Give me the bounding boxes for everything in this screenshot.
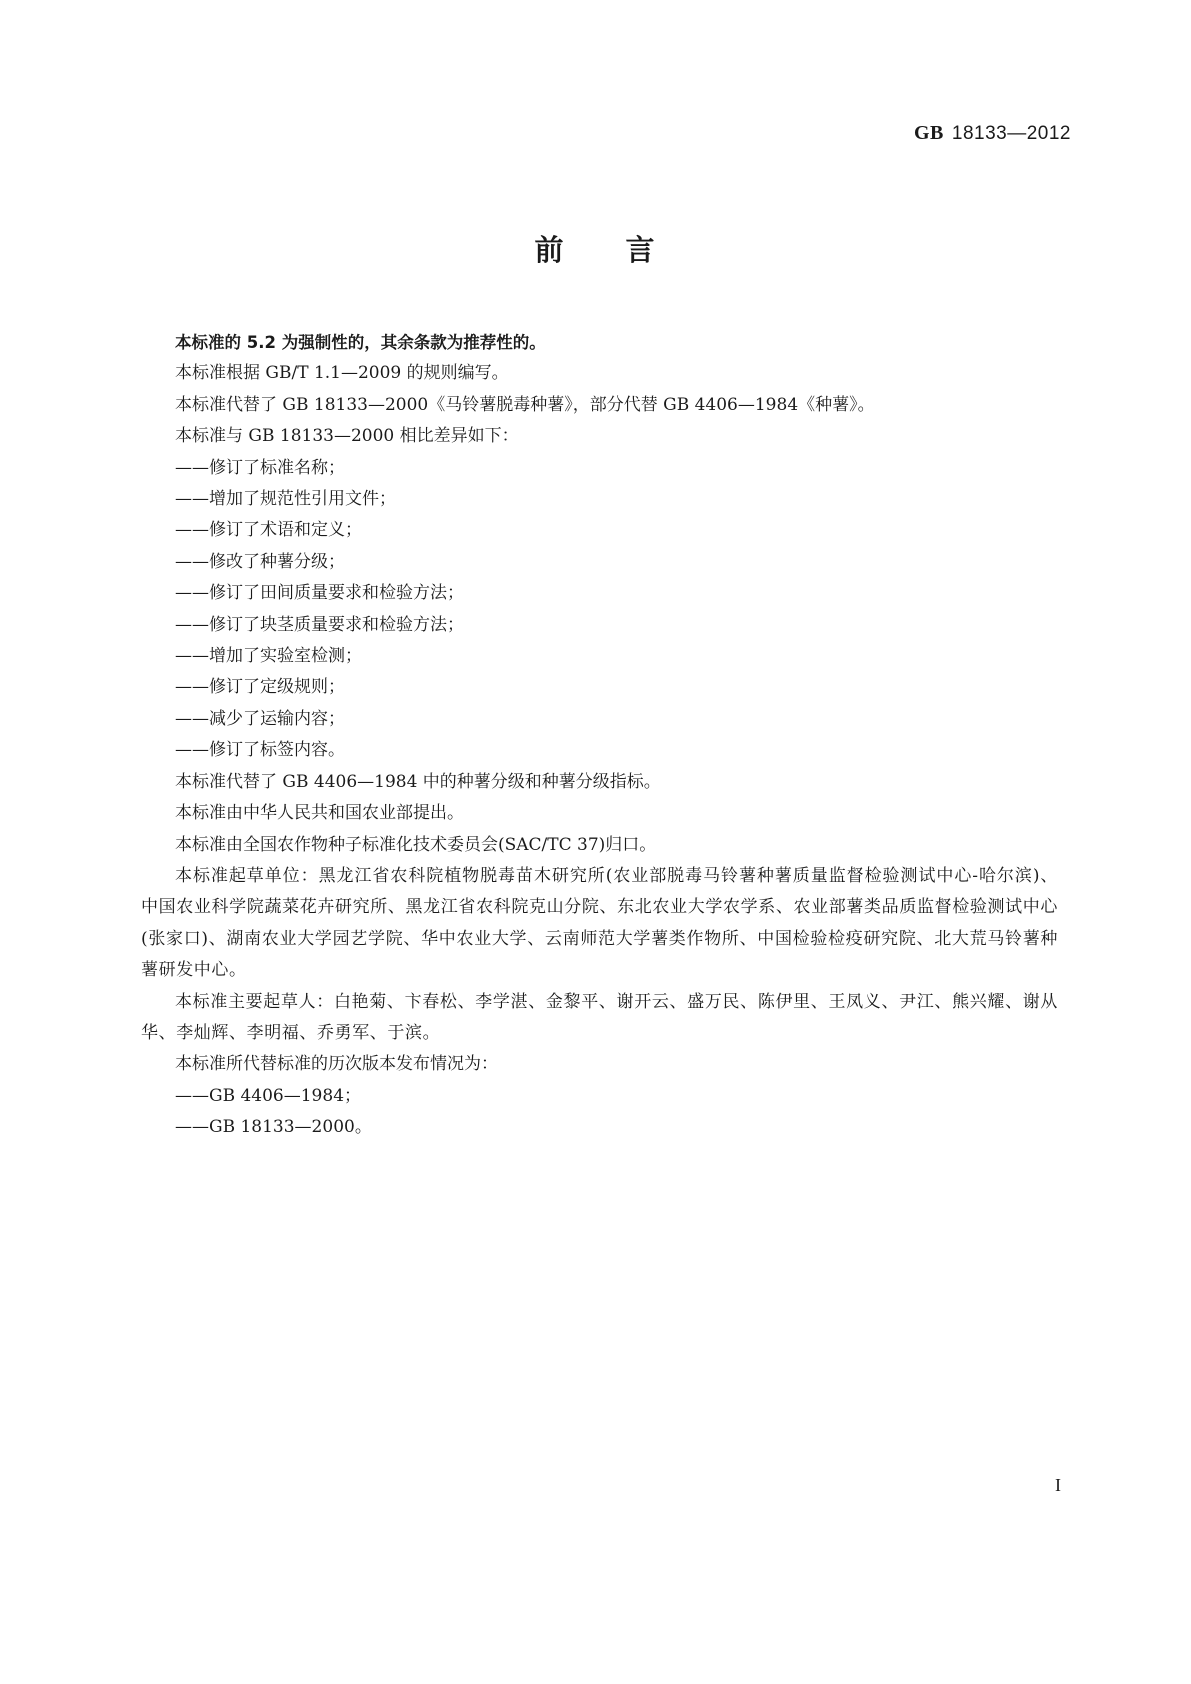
change-item: ——修订了定级规则； xyxy=(175,677,345,698)
title-char-2: 言 xyxy=(625,233,657,267)
change-item: ——修改了种薯分级； xyxy=(175,551,345,572)
standard-prefix: GB xyxy=(913,122,944,144)
replacement-paragraph: 本标准代替了 GB 18133—2000《马铃薯脱毒种薯》，部分代替 GB 4406—1984《种薯》。 xyxy=(175,394,875,415)
drafting-rules-paragraph: 本标准根据 GB/T 1.1—2009 的规则编写。 xyxy=(175,363,509,384)
change-item: ——修订了块茎质量要求和检验方法； xyxy=(175,614,464,635)
partial-replacement-paragraph: 本标准代替了 GB 4406—1984 中的种薯分级和种薯分级指标。 xyxy=(175,771,661,792)
standard-code xyxy=(914,122,1071,145)
history-item: ——GB 4406—1984； xyxy=(175,1085,362,1106)
title-char-1: 前 xyxy=(534,233,566,267)
change-item: ——修订了标准名称； xyxy=(175,457,345,478)
mandatory-clause-statement: 本标准的 5.2 为强制性的，其余条款为推荐性的。 xyxy=(175,333,546,352)
drafting-units-paragraph: 本标准起草单位：黑龙江省农科院植物脱毒苗木研究所(农业部脱毒马铃薯种薯质量监督检验测试中心-哈尔滨)、中国农业科学院蔬菜花卉研究所、黑龙江省农科院克山分院、东北农业大学农学系、农业部薯类品质监督检验测试中心(张家口)、湖南农业大学园艺学院、华中农业大学、云南师范大学薯类作物所、中国检验检疫研究院、北大荒马铃薯种薯研发中心。 xyxy=(141,865,1058,981)
drafters-paragraph: 本标准主要起草人：白艳菊、卞春松、李学湛、金黎平、谢开云、盛万民、陈伊里、王凤义、尹江、熊兴耀、谢从华、李灿辉、李明福、乔勇军、于滨。 xyxy=(141,991,1058,1043)
committee-paragraph: 本标准由全国农作物种子标准化技术委员会(SAC/TC 37)归口。 xyxy=(175,834,657,855)
history-item: ——GB 18133—2000。 xyxy=(175,1117,372,1138)
differences-intro: 本标准与 GB 18133—2000 相比差异如下： xyxy=(175,426,519,447)
history-intro: 本标准所代替标准的历次版本发布情况为： xyxy=(175,1054,498,1075)
standard-number: 18133—2012 xyxy=(951,123,1071,144)
foreword-body xyxy=(141,327,1058,1144)
change-item: ——修订了田间质量要求和检验方法； xyxy=(175,583,464,604)
change-item: ——增加了实验室检测； xyxy=(175,646,362,667)
proposer-paragraph: 本标准由中华人民共和国农业部提出。 xyxy=(175,803,464,824)
change-item: ——增加了规范性引用文件； xyxy=(175,489,396,510)
change-item: ——修订了术语和定义； xyxy=(175,520,362,541)
page-number: I xyxy=(1055,1475,1061,1495)
change-item: ——减少了运输内容； xyxy=(175,708,345,729)
page-title xyxy=(0,228,1191,269)
change-item: ——修订了标签内容。 xyxy=(175,740,345,761)
